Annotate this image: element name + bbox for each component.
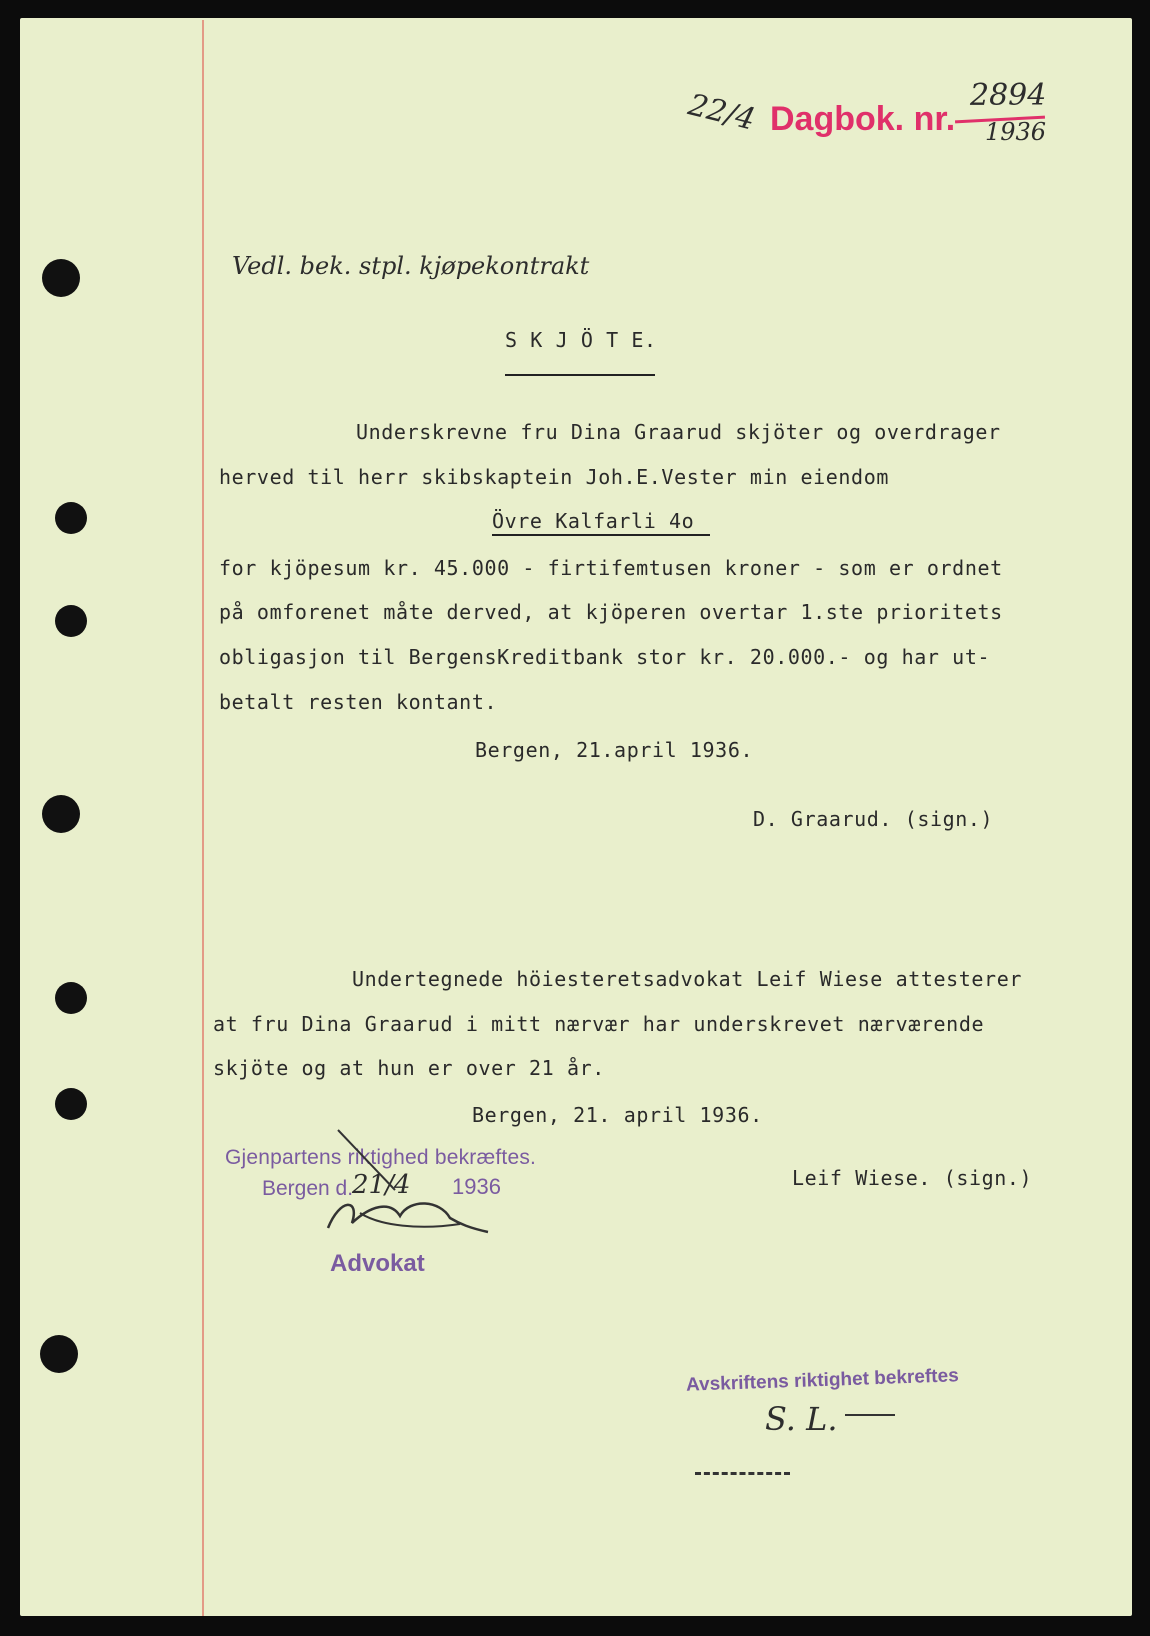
- body-line-6: betalt resten kontant.: [219, 690, 498, 714]
- transcript-initials-dash: [845, 1414, 895, 1416]
- title-underline: [505, 374, 655, 376]
- lawyer-handwritten-signature: [300, 1128, 500, 1258]
- copy-stamp-line-2-prefix: Bergen d.: [262, 1177, 354, 1200]
- punch-hole: [55, 605, 87, 637]
- registry-year: 1936: [985, 118, 1047, 146]
- copy-stamp-date: 21/4: [352, 1170, 411, 1200]
- body-line-3: for kjöpesum kr. 45.000 - firtifemtusen kroner - som er ordnet: [219, 556, 1003, 580]
- body-line-1: Underskrevne fru Dina Graarud skjöter og overdrager: [356, 420, 1001, 444]
- attestation-line-1: Undertegnede höiesteretsadvokat Leif Wiese attesterer: [352, 967, 1022, 991]
- transcript-stamp: Avskriftens riktighet bekreftes: [685, 1365, 960, 1396]
- attestation-place-date: Bergen, 21. april 1936.: [472, 1103, 763, 1127]
- attachment-note: Vedl. bek. stpl. kjøpekontrakt: [232, 252, 590, 280]
- punch-hole: [42, 259, 80, 297]
- body-line-5: obligasjon til BergensKreditbank stor kr. 20.000.- og har ut-: [219, 645, 991, 669]
- copy-stamp-title: Advokat: [330, 1250, 425, 1277]
- punch-hole: [55, 1088, 87, 1120]
- document-title: S K J Ö T E.: [505, 328, 657, 352]
- punch-hole: [55, 982, 87, 1014]
- attestation-line-2: at fru Dina Graarud i mitt nærvær har underskrevet nærværende: [213, 1012, 985, 1036]
- registry-stamp: Dagbok. nr.: [770, 100, 956, 138]
- property-name: Övre Kalfarli 4o: [492, 509, 695, 533]
- body-line-4: på omforenet måte derved, at kjöperen overtar 1.ste prioritets: [219, 600, 1003, 624]
- punch-hole: [42, 795, 80, 833]
- property-underline: [492, 534, 710, 536]
- registry-number: 2894: [970, 78, 1047, 113]
- copy-stamp-year: 1936: [452, 1174, 501, 1199]
- seller-signature: D. Graarud. (sign.): [753, 807, 994, 831]
- copy-stamp-line-1: Gjenpartens riktighed bekræftes.: [225, 1146, 537, 1169]
- deed-place-date: Bergen, 21.april 1936.: [475, 738, 754, 762]
- attestation-line-3: skjöte og at hun er over 21 år.: [213, 1056, 605, 1080]
- punch-hole: [55, 502, 87, 534]
- transcript-initials: S. L.: [765, 1400, 838, 1438]
- lawyer-signature: Leif Wiese. (sign.): [792, 1166, 1033, 1190]
- margin-line: [202, 20, 204, 1616]
- registry-date: 22/4: [684, 87, 759, 138]
- body-line-2: herved til herr skibskaptein Joh.E.Vester min eiendom: [219, 465, 889, 489]
- dotted-rule: [695, 1472, 790, 1475]
- punch-hole: [40, 1335, 78, 1373]
